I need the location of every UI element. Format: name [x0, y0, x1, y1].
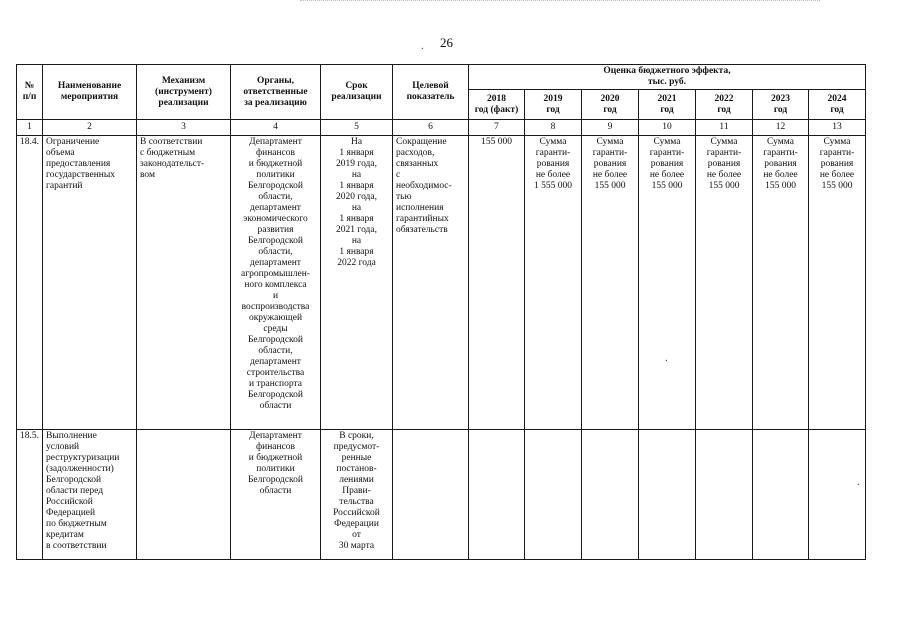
header-year-2023: 2023 год — [753, 90, 809, 120]
header-mechanism: Механизм (инструмент) реализации — [137, 65, 231, 120]
column-number: 8 — [525, 120, 582, 136]
column-number: 1 — [17, 120, 43, 136]
effect-2019 — [525, 430, 582, 560]
implementation-term: На 1 января 2019 года, на 1 января 2020 года, на 1 января 2021 года, на 1 января 2022 года — [321, 136, 393, 430]
column-number: 10 — [639, 120, 696, 136]
effect-2023: Сумма гаранти- рования не более 155 000 — [753, 136, 809, 430]
effect-2022 — [696, 430, 753, 560]
header-year-2024: 2024 год — [809, 90, 866, 120]
scan-speck: . — [665, 352, 668, 364]
header-year-2018: 2018 год (факт) — [469, 90, 525, 120]
header-year-2020: 2020 год — [582, 90, 639, 120]
column-number: 5 — [321, 120, 393, 136]
header-budget-effect: Оценка бюджетного эффекта, тыс. руб. — [469, 65, 866, 90]
effect-2020: Сумма гаранти- рования не более 155 000 — [582, 136, 639, 430]
column-number: 6 — [393, 120, 469, 136]
table-row — [17, 430, 866, 560]
effect-2021: Сумма гаранти- рования не более 155 000 — [639, 136, 696, 430]
effect-2020 — [582, 430, 639, 560]
scan-edge-line — [300, 0, 820, 2]
row-number: 18.4. — [17, 136, 43, 430]
header-indicator: Целевой показатель — [393, 65, 469, 120]
header-year-2019: 2019 год — [525, 90, 582, 120]
header-year-2022: 2022 год — [696, 90, 753, 120]
column-number: 3 — [137, 120, 231, 136]
effect-2019: Сумма гаранти- рования не более 1 555 000 — [525, 136, 582, 430]
effect-2024: Сумма гаранти- рования не более 155 000 — [809, 136, 866, 430]
header-name: Наименование мероприятия — [43, 65, 137, 120]
mechanism — [137, 430, 231, 560]
header-row-1 — [17, 65, 866, 90]
mechanism: В соответствии с бюджетным законодательст- вом — [137, 136, 231, 430]
column-number: 7 — [469, 120, 525, 136]
column-number-row — [17, 120, 866, 136]
page-number: 26 — [440, 35, 453, 50]
responsible-bodies: Департамент финансов и бюджетной политики Белгородской области — [231, 430, 321, 560]
header-no: № п/п — [17, 65, 43, 120]
table-row — [17, 136, 866, 430]
column-number: 9 — [582, 120, 639, 136]
responsible-bodies: Департамент финансов и бюджетной политики Белгородской области, департамент экономического развития Белгородской области, департамент агропромышлен- ного комплекса и воспроизводства окружающей среды Белгородской области, департамент строительства и транспорта Белгородской области — [231, 136, 321, 430]
column-number: 13 — [809, 120, 866, 136]
measure-name: Выполнение условий реструктуризации (задолженности) Белгородской области перед Российской Федерацией по бюджетным кредитам в соответствии — [43, 430, 137, 560]
effect-2023 — [753, 430, 809, 560]
scan-speck: . — [857, 476, 860, 488]
effect-2022: Сумма гаранти- рования не более 155 000 — [696, 136, 753, 430]
effect-2018: 155 000 — [469, 136, 525, 430]
column-number: 11 — [696, 120, 753, 136]
target-indicator: Сокращение расходов, связанных с необходимос- тью исполнения гарантийных обязательств — [393, 136, 469, 430]
header-year-2021: 2021 год — [639, 90, 696, 120]
column-number: 12 — [753, 120, 809, 136]
header-term: Срок реализации — [321, 65, 393, 120]
column-number: 2 — [43, 120, 137, 136]
row-number: 18.5. — [17, 430, 43, 560]
measure-name: Ограничение объема предоставления государственных гарантий — [43, 136, 137, 430]
column-number: 4 — [231, 120, 321, 136]
scan-speck: . — [421, 40, 424, 52]
header-bodies: Органы, ответственные за реализацию — [231, 65, 321, 120]
effect-2018 — [469, 430, 525, 560]
effect-2021 — [639, 430, 696, 560]
effect-2024 — [809, 430, 866, 560]
target-indicator — [393, 430, 469, 560]
budget-measures-table — [16, 64, 866, 560]
implementation-term: В сроки, предусмот- ренные постанов- лениями Прави- тельства Российской Федерации от 30 марта — [321, 430, 393, 560]
